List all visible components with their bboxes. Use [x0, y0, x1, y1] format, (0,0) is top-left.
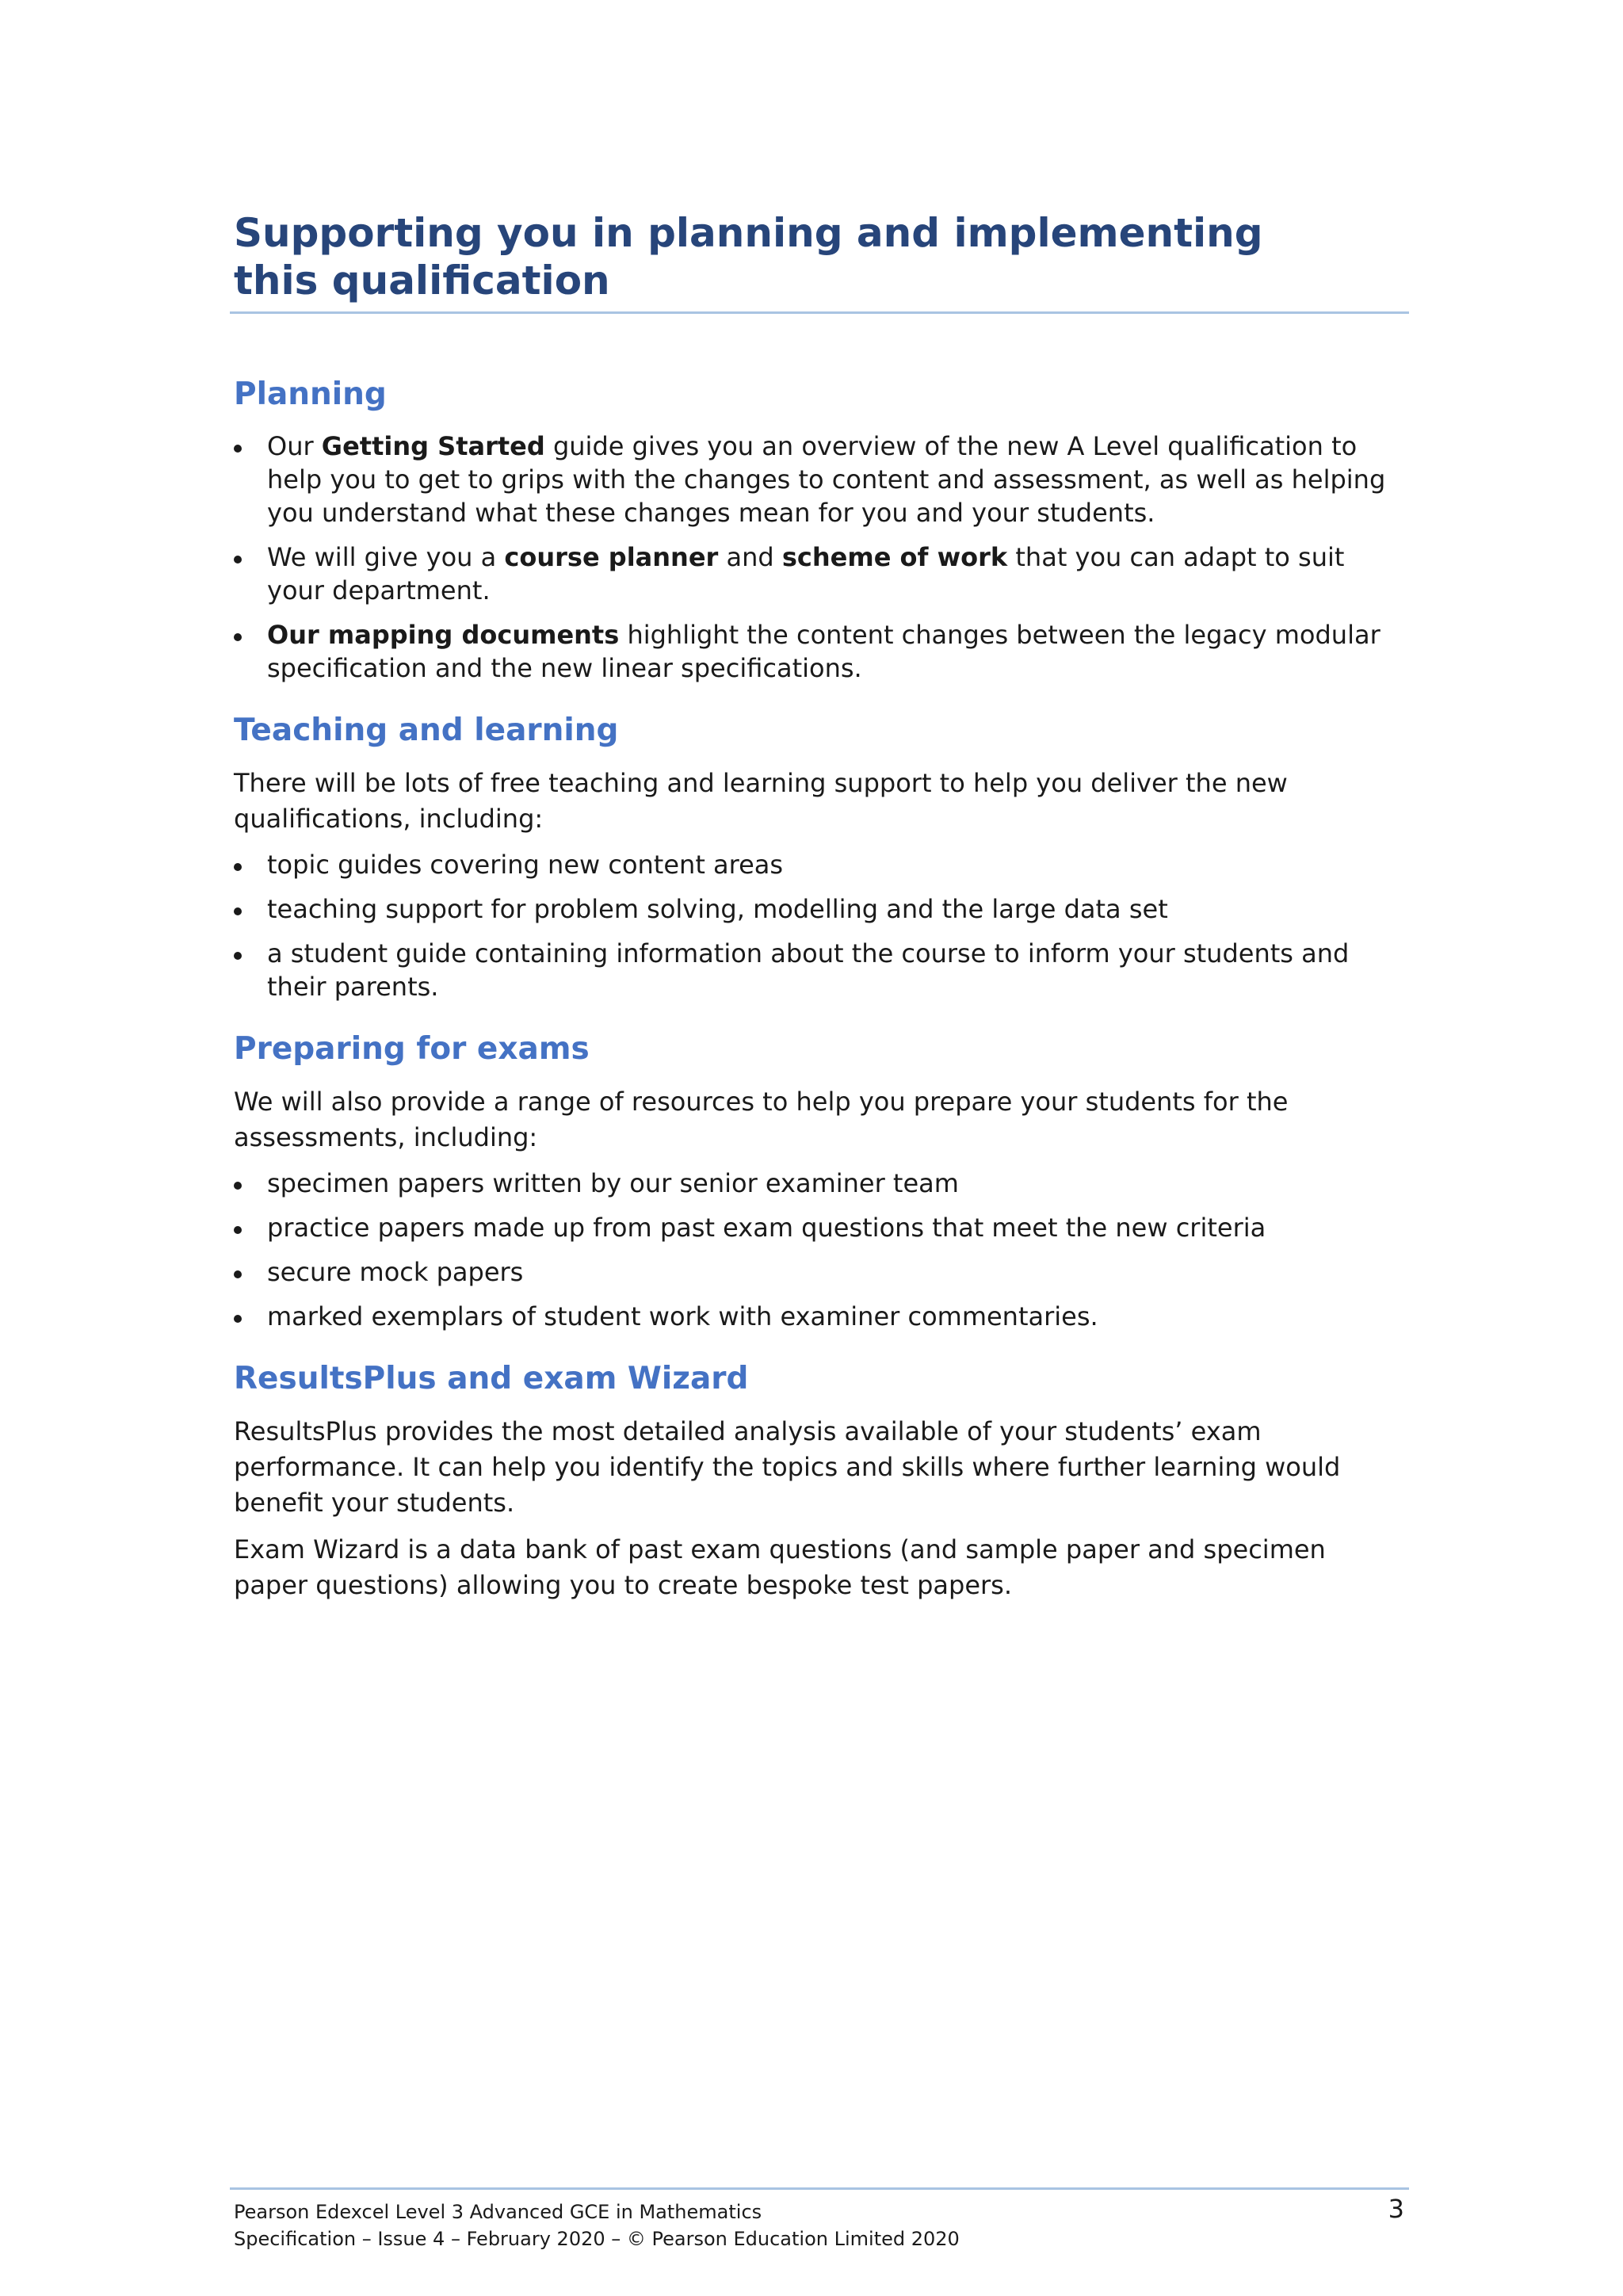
- page-number: 3: [1388, 2194, 1404, 2224]
- page-title: [234, 209, 1407, 304]
- page-title-line1: Supporting you in planning and implementing: [234, 210, 1263, 256]
- bullet-icon: [234, 445, 242, 453]
- title-divider: [230, 311, 1409, 314]
- heading-planning: Planning: [234, 376, 387, 412]
- teaching-list: [234, 848, 1407, 1003]
- list-item: marked exemplars of student work with examiner commentaries.: [234, 1300, 1407, 1333]
- bullet-icon: [234, 1270, 242, 1278]
- list-item: topic guides covering new content areas: [234, 848, 1407, 881]
- bullet-icon: [234, 556, 242, 563]
- section-teaching: [234, 709, 1407, 1003]
- bullet-icon: [234, 907, 242, 915]
- list-item: practice papers made up from past exam questions that meet the new criteria: [234, 1211, 1407, 1244]
- teaching-intro: There will be lots of free teaching and learning support to help you deliver the new qualifications, including:: [234, 768, 1288, 834]
- section-planning: [234, 372, 1407, 685]
- bullet-icon: [234, 1315, 242, 1323]
- exams-intro: We will also provide a range of resources to help you prepare your students for the assessments, including:: [234, 1087, 1289, 1152]
- planning-list: [234, 430, 1407, 685]
- scheme-of-work-term: scheme of work: [781, 542, 1008, 572]
- footer-divider: [230, 2187, 1409, 2190]
- results-paragraph-2: Exam Wizard is a data bank of past exam questions (and sample paper and specimen paper questions) allowing you to create bespoke test papers.: [234, 1534, 1326, 1600]
- list-item: a student guide containing information about the course to inform your students and their parents.: [234, 937, 1407, 1003]
- heading-teaching: Teaching and learning: [234, 712, 619, 748]
- course-planner-term: course planner: [504, 542, 719, 572]
- list-item: Our mapping documents highlight the content changes between the legacy modular specification and the new linear specifications.: [234, 618, 1407, 685]
- list-item: specimen papers written by our senior examiner team: [234, 1167, 1407, 1200]
- list-item: teaching support for problem solving, modelling and the large data set: [234, 892, 1407, 926]
- bullet-icon: [234, 633, 242, 641]
- heading-exams: Preparing for exams: [234, 1031, 590, 1067]
- list-item: secure mock papers: [234, 1255, 1407, 1289]
- section-exams: [234, 1027, 1407, 1333]
- footer-line-2: Specification – Issue 4 – February 2020 – © Pearson Education Limited 2020: [234, 2228, 960, 2250]
- section-results: [234, 1357, 1407, 1603]
- heading-results: ResultsPlus and exam Wizard: [234, 1361, 749, 1396]
- exams-list: [234, 1167, 1407, 1333]
- bullet-icon: [234, 1182, 242, 1190]
- results-paragraph-1: ResultsPlus provides the most detailed analysis available of your students’ exam performance. It can help you identify the topics and skills where further learning would benefit your students.: [234, 1416, 1341, 1518]
- page-title-line2: this qualification: [234, 258, 610, 304]
- bullet-icon: [234, 1226, 242, 1234]
- getting-started-term: Getting Started: [321, 431, 545, 461]
- footer-text: [234, 2199, 960, 2252]
- main-content: [234, 372, 1407, 1627]
- footer-line-1: Pearson Edexcel Level 3 Advanced GCE in Mathematics: [234, 2201, 762, 2223]
- bullet-icon: [234, 863, 242, 871]
- list-item: We will give you a course planner and scheme of work that you can adapt to suit your department.: [234, 541, 1407, 607]
- bullet-icon: [234, 952, 242, 960]
- mapping-documents-term: Our mapping documents: [267, 620, 620, 650]
- list-item: Our Getting Started guide gives you an overview of the new A Level qualification to help you to get to grips with the changes to content and assessment, as well as helping you understand what these changes mean for you and your students.: [234, 430, 1407, 529]
